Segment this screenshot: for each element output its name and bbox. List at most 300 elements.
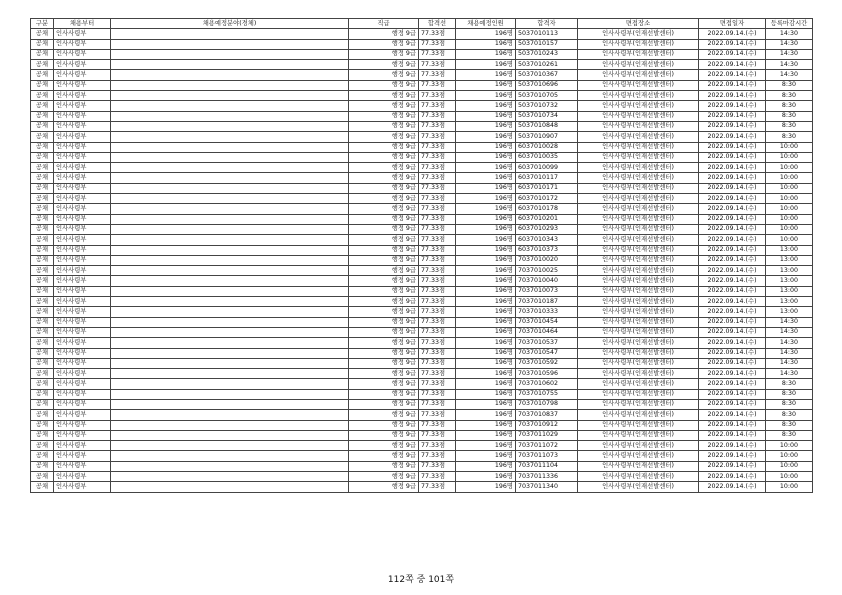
cell-location: 인사사령부(인재선발센터) [578,369,699,379]
page-indicator: 112쪽 중 101쪽 [387,575,455,585]
cell-date: 2022.09.14.(수) [699,132,766,142]
cell-cutoff: 77.33점 [419,235,456,245]
cell-applicant: 7037010464 [516,327,578,337]
cell-date: 2022.09.14.(수) [699,111,766,121]
cell-planned: 196명 [456,60,516,70]
cell-field [111,49,349,59]
cell-planned: 196명 [456,338,516,348]
table-row [31,152,813,162]
cell-category: 공채 [31,461,54,471]
cell-deadline: 13:00 [766,255,813,265]
cell-category: 공채 [31,80,54,90]
cell-deadline: 10:00 [766,173,813,183]
cell-dept: 인사사령부 [54,430,111,440]
cell-field [111,266,349,276]
cell-location: 인사사령부(인재선발센터) [578,327,699,337]
cell-category: 공채 [31,194,54,204]
table-row [31,348,813,358]
cell-date: 2022.09.14.(수) [699,348,766,358]
cell-category: 공채 [31,348,54,358]
cell-field [111,297,349,307]
cell-category: 공채 [31,163,54,173]
cell-applicant: 6037010117 [516,173,578,183]
cell-category: 공채 [31,358,54,368]
cell-cutoff: 77.33점 [419,389,456,399]
cell-deadline: 8:30 [766,410,813,420]
cell-deadline: 8:30 [766,420,813,430]
cell-applicant: 7037010025 [516,266,578,276]
cell-category: 공채 [31,235,54,245]
table-row [31,266,813,276]
cell-applicant: 5037010243 [516,49,578,59]
cell-dept: 인사사령부 [54,111,111,121]
cell-field [111,60,349,70]
cell-dept: 인사사령부 [54,101,111,111]
cell-cutoff: 77.33점 [419,245,456,255]
cell-grade: 행정 9급 [349,163,419,173]
cell-planned: 196명 [456,39,516,49]
cell-dept: 인사사령부 [54,307,111,317]
cell-applicant: 5037010696 [516,80,578,90]
cell-applicant: 6037010172 [516,194,578,204]
table-row [31,379,813,389]
cell-location: 인사사령부(인재선발센터) [578,39,699,49]
cell-cutoff: 77.33점 [419,297,456,307]
cell-grade: 행정 9급 [349,472,419,482]
cell-cutoff: 77.33점 [419,379,456,389]
cell-location: 인사사령부(인재선발센터) [578,214,699,224]
cell-grade: 행정 9급 [349,461,419,471]
cell-cutoff: 77.33점 [419,369,456,379]
cell-date: 2022.09.14.(수) [699,194,766,204]
cell-deadline: 13:00 [766,307,813,317]
cell-field [111,286,349,296]
cell-category: 공채 [31,338,54,348]
cell-cutoff: 77.33점 [419,358,456,368]
cell-location: 인사사령부(인재선발센터) [578,317,699,327]
table-row [31,482,813,492]
cell-dept: 인사사령부 [54,482,111,492]
cell-category: 공채 [31,132,54,142]
cell-location: 인사사령부(인재선발센터) [578,338,699,348]
cell-grade: 행정 9급 [349,255,419,265]
cell-planned: 196명 [456,101,516,111]
cell-field [111,255,349,265]
cell-location: 인사사령부(인재선발센터) [578,49,699,59]
cell-location: 인사사령부(인재선발센터) [578,101,699,111]
cell-field [111,441,349,451]
cell-planned: 196명 [456,255,516,265]
cell-deadline: 8:30 [766,111,813,121]
cell-deadline: 10:00 [766,451,813,461]
table-row [31,80,813,90]
header-grade: 직급 [349,19,419,29]
cell-planned: 196명 [456,70,516,80]
cell-grade: 행정 9급 [349,348,419,358]
cell-deadline: 10:00 [766,472,813,482]
cell-planned: 196명 [456,379,516,389]
cell-field [111,80,349,90]
cell-applicant: 7037010798 [516,399,578,409]
cell-dept: 인사사령부 [54,173,111,183]
cell-date: 2022.09.14.(수) [699,121,766,131]
cell-location: 인사사령부(인재선발센터) [578,183,699,193]
cell-deadline: 8:30 [766,389,813,399]
cell-date: 2022.09.14.(수) [699,430,766,440]
table-row [31,317,813,327]
cell-dept: 인사사령부 [54,327,111,337]
cell-grade: 행정 9급 [349,235,419,245]
cell-field [111,389,349,399]
cell-deadline: 10:00 [766,441,813,451]
cell-category: 공채 [31,173,54,183]
cell-date: 2022.09.14.(수) [699,235,766,245]
cell-cutoff: 77.33점 [419,451,456,461]
cell-planned: 196명 [456,317,516,327]
cell-applicant: 6037010028 [516,142,578,152]
cell-date: 2022.09.14.(수) [699,173,766,183]
cell-category: 공채 [31,379,54,389]
cell-planned: 196명 [456,358,516,368]
cell-category: 공채 [31,29,54,39]
table-row [31,472,813,482]
cell-planned: 196명 [456,91,516,101]
cell-deadline: 13:00 [766,245,813,255]
cell-cutoff: 77.33점 [419,91,456,101]
table-row [31,245,813,255]
cell-applicant: 6037010373 [516,245,578,255]
cell-date: 2022.09.14.(수) [699,379,766,389]
cell-deadline: 14:30 [766,49,813,59]
cell-field [111,194,349,204]
cell-planned: 196명 [456,245,516,255]
cell-grade: 행정 9급 [349,420,419,430]
cell-dept: 인사사령부 [54,194,111,204]
cell-field [111,472,349,482]
cell-field [111,111,349,121]
cell-date: 2022.09.14.(수) [699,482,766,492]
header-planned: 채용예정인원 [456,19,516,29]
table-row [31,327,813,337]
table-body [31,29,813,492]
cell-field [111,29,349,39]
cell-cutoff: 77.33점 [419,70,456,80]
cell-field [111,121,349,131]
cell-cutoff: 77.33점 [419,482,456,492]
cell-planned: 196명 [456,348,516,358]
cell-applicant: 7037010547 [516,348,578,358]
cell-deadline: 8:30 [766,399,813,409]
cell-category: 공채 [31,451,54,461]
cell-cutoff: 77.33점 [419,461,456,471]
cell-date: 2022.09.14.(수) [699,369,766,379]
cell-cutoff: 77.33점 [419,255,456,265]
cell-cutoff: 77.33점 [419,194,456,204]
cell-cutoff: 77.33점 [419,142,456,152]
cell-cutoff: 77.33점 [419,214,456,224]
cell-category: 공채 [31,224,54,234]
cell-dept: 인사사령부 [54,389,111,399]
cell-grade: 행정 9급 [349,70,419,80]
cell-field [111,317,349,327]
cell-cutoff: 77.33점 [419,276,456,286]
cell-deadline: 13:00 [766,286,813,296]
cell-field [111,482,349,492]
cell-grade: 행정 9급 [349,29,419,39]
cell-deadline: 14:30 [766,358,813,368]
cell-location: 인사사령부(인재선발센터) [578,132,699,142]
cell-planned: 196명 [456,389,516,399]
cell-date: 2022.09.14.(수) [699,29,766,39]
cell-dept: 인사사령부 [54,317,111,327]
table-row [31,297,813,307]
cell-applicant: 5037010367 [516,70,578,80]
table-row [31,183,813,193]
cell-applicant: 5037010848 [516,121,578,131]
table-row [31,60,813,70]
cell-date: 2022.09.14.(수) [699,338,766,348]
cell-field [111,183,349,193]
cell-deadline: 14:30 [766,29,813,39]
cell-applicant: 6037010171 [516,183,578,193]
cell-dept: 인사사령부 [54,60,111,70]
cell-grade: 행정 9급 [349,194,419,204]
cell-category: 공채 [31,286,54,296]
cell-planned: 196명 [456,163,516,173]
cell-location: 인사사령부(인재선발센터) [578,389,699,399]
cell-grade: 행정 9급 [349,286,419,296]
table-row [31,163,813,173]
cell-date: 2022.09.14.(수) [699,472,766,482]
cell-category: 공채 [31,441,54,451]
cell-planned: 196명 [456,49,516,59]
cell-location: 인사사령부(인재선발센터) [578,245,699,255]
cell-location: 인사사령부(인재선발센터) [578,307,699,317]
cell-grade: 행정 9급 [349,204,419,214]
cell-category: 공채 [31,276,54,286]
table-row [31,39,813,49]
cell-category: 공채 [31,214,54,224]
cell-grade: 행정 9급 [349,214,419,224]
header-location: 면접장소 [578,19,699,29]
cell-deadline: 14:30 [766,327,813,337]
cell-field [111,91,349,101]
cell-location: 인사사령부(인재선발센터) [578,121,699,131]
cell-dept: 인사사령부 [54,142,111,152]
table-row [31,389,813,399]
cell-dept: 인사사령부 [54,369,111,379]
cell-location: 인사사령부(인재선발센터) [578,420,699,430]
cell-date: 2022.09.14.(수) [699,451,766,461]
cell-dept: 인사사령부 [54,163,111,173]
cell-location: 인사사령부(인재선발센터) [578,142,699,152]
cell-planned: 196명 [456,235,516,245]
cell-planned: 196명 [456,420,516,430]
cell-cutoff: 77.33점 [419,111,456,121]
cell-date: 2022.09.14.(수) [699,307,766,317]
cell-field [111,369,349,379]
cell-date: 2022.09.14.(수) [699,101,766,111]
cell-category: 공채 [31,307,54,317]
cell-cutoff: 77.33점 [419,173,456,183]
cell-planned: 196명 [456,399,516,409]
cell-applicant: 5037010907 [516,132,578,142]
table-row [31,194,813,204]
cell-location: 인사사령부(인재선발센터) [578,266,699,276]
cell-location: 인사사령부(인재선발센터) [578,286,699,296]
header-row [31,19,813,29]
cell-grade: 행정 9급 [349,451,419,461]
cell-location: 인사사령부(인재선발센터) [578,379,699,389]
cell-location: 인사사령부(인재선발센터) [578,348,699,358]
cell-date: 2022.09.14.(수) [699,245,766,255]
table-row [31,420,813,430]
table-row [31,461,813,471]
cell-grade: 행정 9급 [349,482,419,492]
cell-grade: 행정 9급 [349,132,419,142]
cell-deadline: 14:30 [766,60,813,70]
table-row [31,399,813,409]
cell-planned: 196명 [456,121,516,131]
cell-planned: 196명 [456,266,516,276]
cell-applicant: 7037010040 [516,276,578,286]
cell-applicant: 7037010073 [516,286,578,296]
cell-category: 공채 [31,255,54,265]
cell-cutoff: 77.33점 [419,121,456,131]
table-row [31,29,813,39]
cell-field [111,430,349,440]
cell-grade: 행정 9급 [349,173,419,183]
cell-category: 공채 [31,204,54,214]
cell-deadline: 10:00 [766,152,813,162]
cell-date: 2022.09.14.(수) [699,152,766,162]
cell-dept: 인사사령부 [54,255,111,265]
cell-field [111,70,349,80]
cell-category: 공채 [31,297,54,307]
cell-planned: 196명 [456,307,516,317]
cell-applicant: 7037010333 [516,307,578,317]
cell-dept: 인사사령부 [54,214,111,224]
cell-grade: 행정 9급 [349,91,419,101]
cell-grade: 행정 9급 [349,60,419,70]
cell-deadline: 8:30 [766,132,813,142]
cell-applicant: 5037010113 [516,29,578,39]
cell-planned: 196명 [456,472,516,482]
cell-dept: 인사사령부 [54,441,111,451]
cell-applicant: 7037011104 [516,461,578,471]
cell-planned: 196명 [456,286,516,296]
cell-grade: 행정 9급 [349,152,419,162]
cell-planned: 196명 [456,132,516,142]
cell-applicant: 5037010261 [516,60,578,70]
cell-dept: 인사사령부 [54,224,111,234]
cell-planned: 196명 [456,482,516,492]
cell-deadline: 14:30 [766,70,813,80]
cell-planned: 196명 [456,327,516,337]
cell-date: 2022.09.14.(수) [699,286,766,296]
cell-grade: 행정 9급 [349,358,419,368]
cell-planned: 196명 [456,173,516,183]
cell-grade: 행정 9급 [349,101,419,111]
cell-grade: 행정 9급 [349,307,419,317]
cell-planned: 196명 [456,111,516,121]
cell-category: 공채 [31,142,54,152]
cell-dept: 인사사령부 [54,472,111,482]
cell-applicant: 6037010099 [516,163,578,173]
cell-applicant: 7037011340 [516,482,578,492]
cell-applicant: 7037010837 [516,410,578,420]
header-deadline: 등록마감시간 [766,19,813,29]
cell-location: 인사사령부(인재선발센터) [578,235,699,245]
table-row [31,410,813,420]
cell-applicant: 5037010732 [516,101,578,111]
cell-date: 2022.09.14.(수) [699,461,766,471]
cell-field [111,379,349,389]
cell-deadline: 14:30 [766,39,813,49]
cell-deadline: 10:00 [766,214,813,224]
cell-location: 인사사령부(인재선발센터) [578,451,699,461]
cell-date: 2022.09.14.(수) [699,410,766,420]
cell-field [111,358,349,368]
cell-field [111,214,349,224]
cell-date: 2022.09.14.(수) [699,49,766,59]
cell-cutoff: 77.33점 [419,348,456,358]
cell-deadline: 14:30 [766,369,813,379]
cell-planned: 196명 [456,369,516,379]
cell-date: 2022.09.14.(수) [699,204,766,214]
cell-dept: 인사사령부 [54,204,111,214]
cell-deadline: 10:00 [766,163,813,173]
cell-category: 공채 [31,389,54,399]
cell-field [111,276,349,286]
cell-applicant: 7037010596 [516,369,578,379]
cell-grade: 행정 9급 [349,142,419,152]
cell-field [111,399,349,409]
cell-cutoff: 77.33점 [419,163,456,173]
header-date: 면접일자 [699,19,766,29]
cell-location: 인사사령부(인재선발센터) [578,224,699,234]
cell-category: 공채 [31,49,54,59]
cell-field [111,235,349,245]
cell-field [111,245,349,255]
table-row [31,142,813,152]
cell-location: 인사사령부(인재선발센터) [578,482,699,492]
cell-cutoff: 77.33점 [419,183,456,193]
table-row [31,369,813,379]
cell-location: 인사사령부(인재선발센터) [578,430,699,440]
cell-category: 공채 [31,152,54,162]
cell-grade: 행정 9급 [349,80,419,90]
cell-field [111,420,349,430]
cell-cutoff: 77.33점 [419,204,456,214]
cell-date: 2022.09.14.(수) [699,60,766,70]
cell-applicant: 7037010755 [516,389,578,399]
cell-field [111,101,349,111]
cell-cutoff: 77.33점 [419,420,456,430]
cell-applicant: 7037010912 [516,420,578,430]
cell-category: 공채 [31,317,54,327]
cell-deadline: 10:00 [766,204,813,214]
cell-deadline: 10:00 [766,142,813,152]
cell-planned: 196명 [456,276,516,286]
cell-planned: 196명 [456,297,516,307]
cell-planned: 196명 [456,224,516,234]
table-row [31,101,813,111]
cell-applicant: 5037010705 [516,91,578,101]
cell-planned: 196명 [456,214,516,224]
cell-deadline: 13:00 [766,266,813,276]
cell-planned: 196명 [456,183,516,193]
